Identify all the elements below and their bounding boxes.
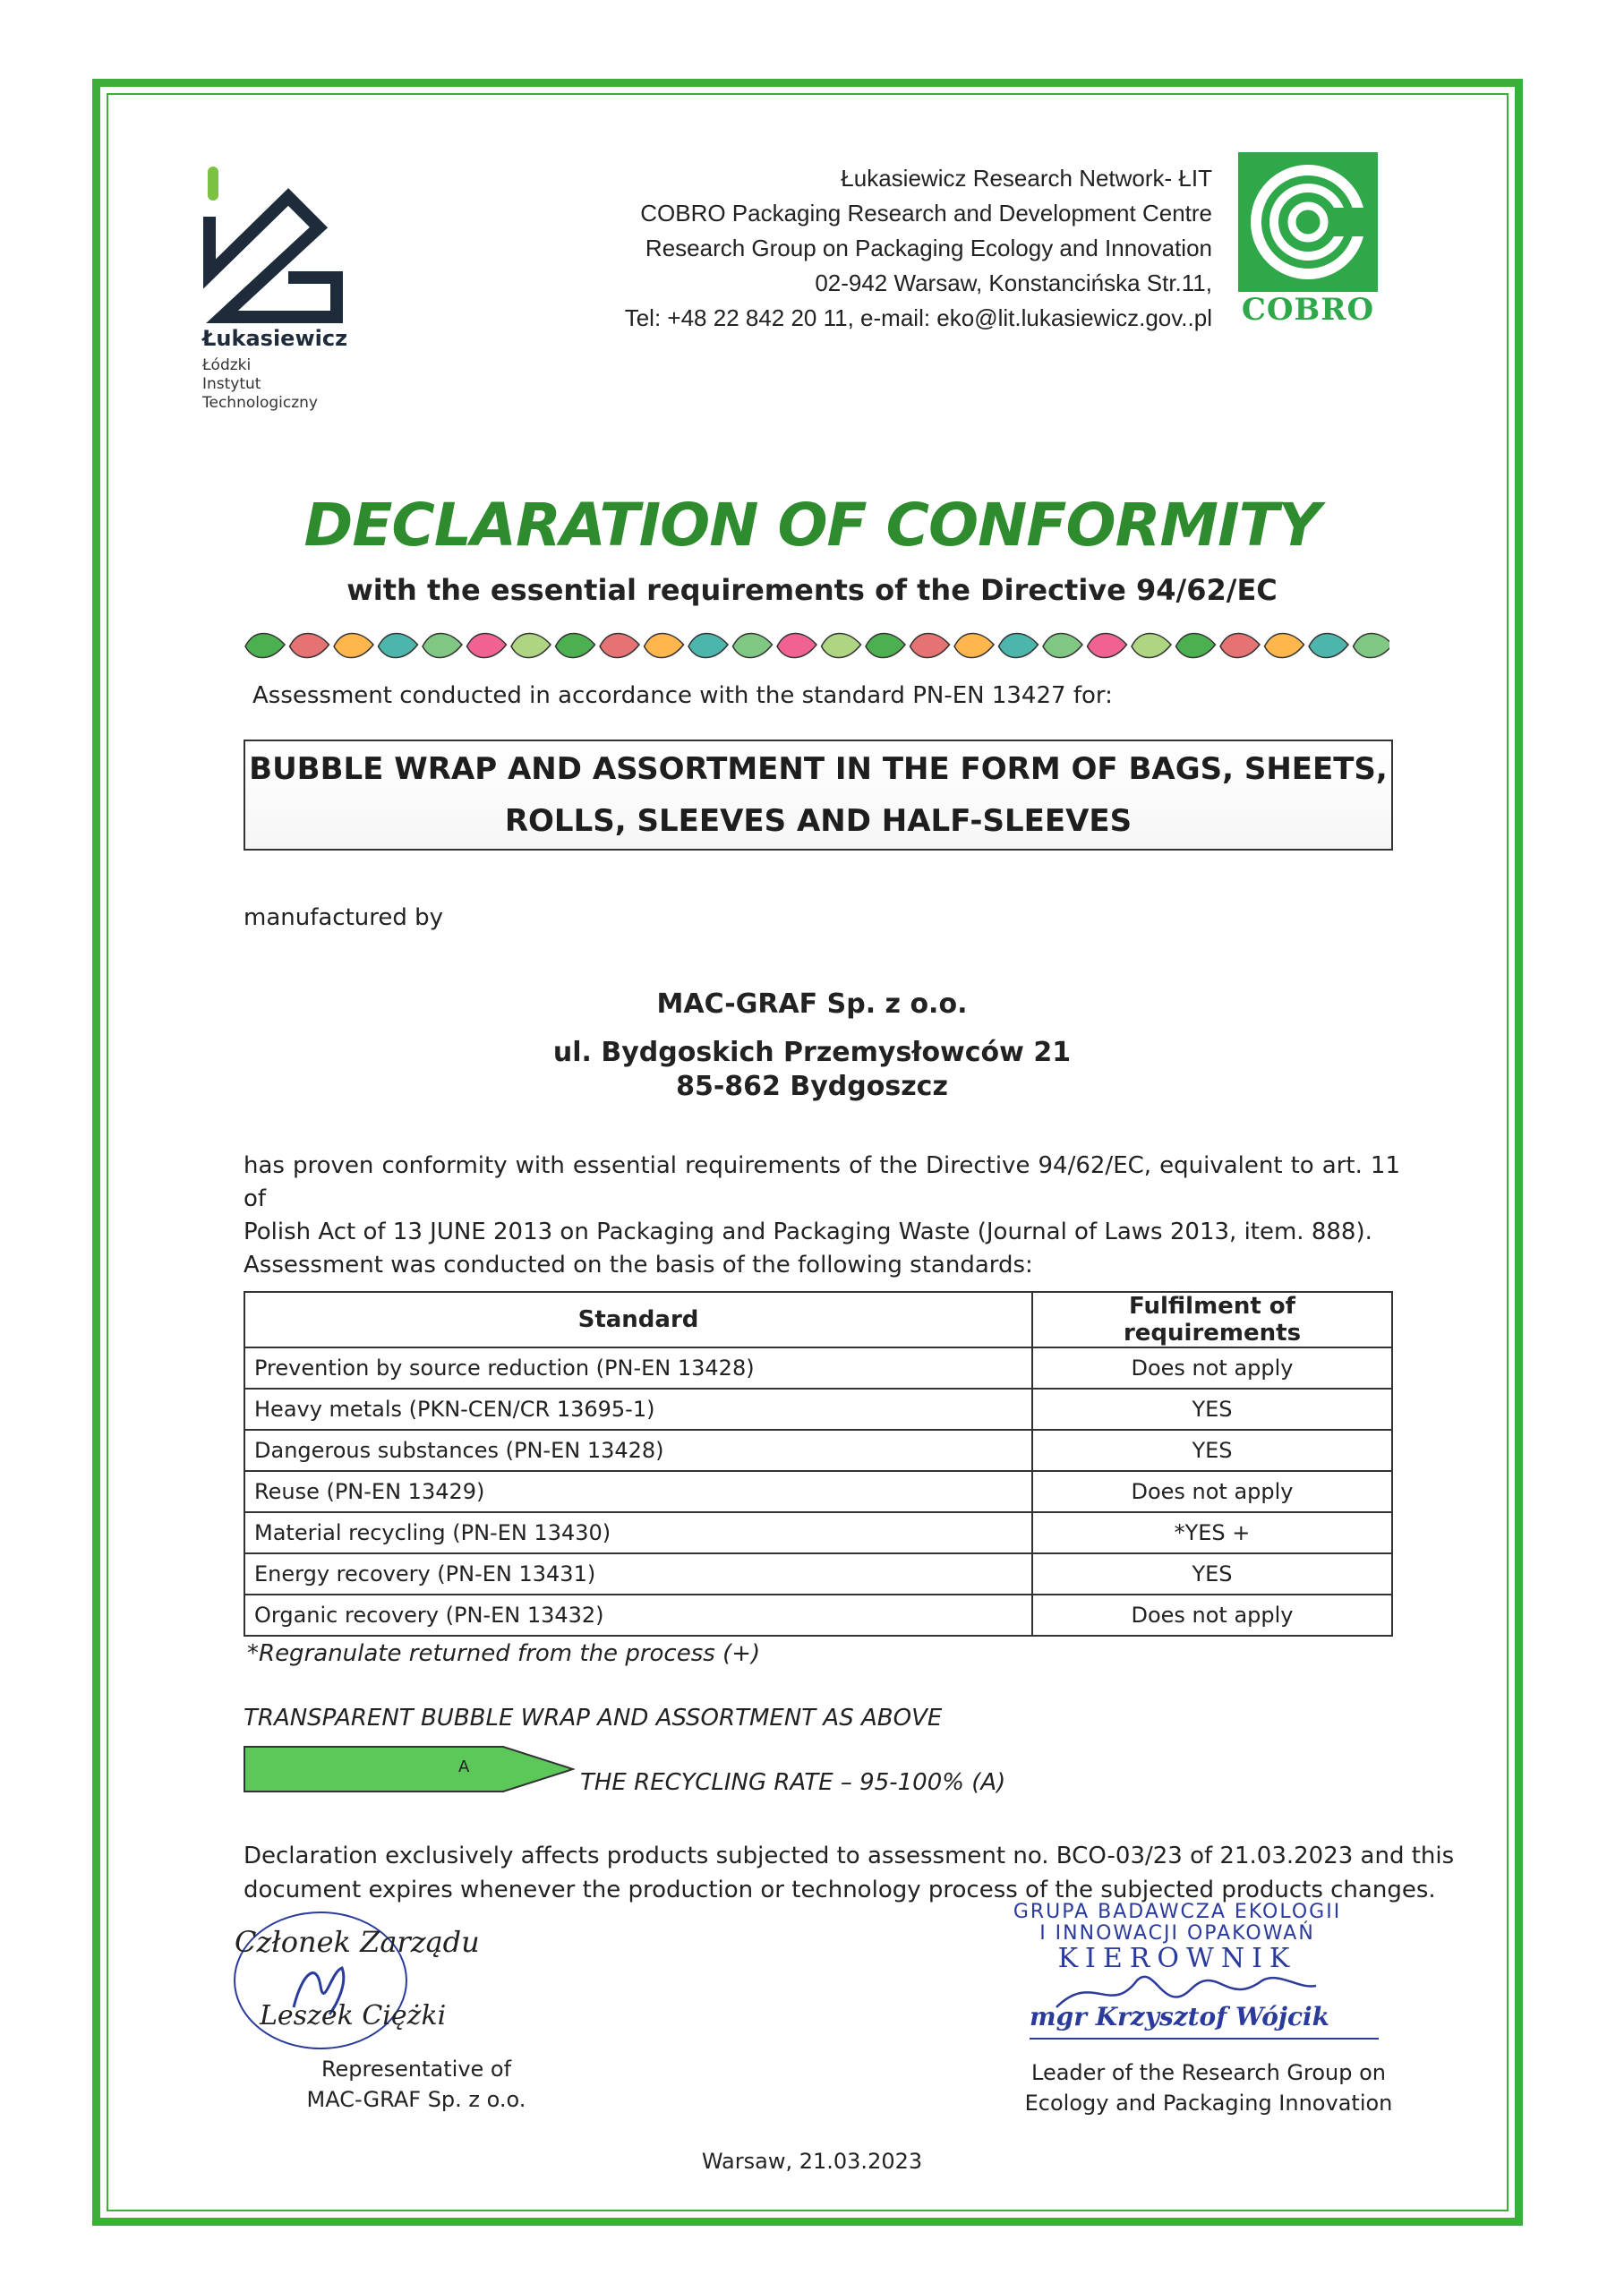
- manufacturer-name: MAC-GRAF Sp. z o.o.: [656, 988, 968, 1020]
- cobro-label: COBRO: [1241, 292, 1375, 328]
- table-row: Heavy metals (PKN-CEN/CR 13695-1) YES: [244, 1389, 1392, 1430]
- standards-table: [244, 1291, 1393, 1637]
- table-row: Material recycling (PN-EN 13430) *YES +: [244, 1512, 1392, 1553]
- document-subtitle: with the essential requirements of the Directive 94/62/EC: [346, 573, 1278, 607]
- header-line: Research Group on Packaging Ecology and Innovation: [645, 235, 1212, 261]
- product-line: BUBBLE WRAP AND ASSORTMENT IN THE FORM OF BAGS, SHEETS,: [249, 751, 1388, 787]
- logo-brand: Łukasiewicz: [202, 326, 348, 351]
- recycling-arrow-letter: A: [458, 1757, 470, 1776]
- signature-underline: [1030, 2038, 1379, 2040]
- table-row: Prevention by source reduction (PN-EN 13428) Does not apply: [244, 1347, 1392, 1389]
- left-signature-name: Leszek Ciężki: [260, 2000, 447, 2031]
- assessment-intro: Assessment conducted in accordance with the standard PN-EN 13427 for:: [252, 682, 1113, 709]
- header-line: 02-942 Warsaw, Konstancińska Str.11,: [815, 269, 1212, 296]
- product-line: ROLLS, SLEEVES AND HALF-SLEEVES: [504, 803, 1133, 839]
- research-group-stamp: [985, 1902, 1370, 1945]
- lukasiewicz-logo: [202, 167, 363, 328]
- table-footnote: *Regranulate returned from the process (+): [247, 1640, 761, 1667]
- recycling-arrow: [244, 1746, 575, 1792]
- stamp-line: I INNOWACJI OPAKOWAŃ: [1039, 1922, 1315, 1945]
- header-address: [625, 161, 1212, 336]
- product-box: [244, 740, 1393, 851]
- table-row: Reuse (PN-EN 13429) Does not apply: [244, 1471, 1392, 1512]
- recycling-rate: THE RECYCLING RATE – 95-100% (A): [580, 1769, 1006, 1796]
- right-signature-name: mgr Krzysztof Wójcik: [1030, 2002, 1330, 2031]
- table-row: Energy recovery (PN-EN 13431) YES: [244, 1553, 1392, 1595]
- header-line: Łukasiewicz Research Network- ŁIT: [841, 165, 1212, 192]
- leaf-ribbon-ornament: [235, 625, 1389, 668]
- header-line: Tel: +48 22 842 20 11, e-mail: eko@lit.lukasiewicz.gov..pl: [624, 304, 1212, 331]
- conformity-paragraph: has proven conformity with essential requirements of the Directive 94/62/EC, equivalent to art. 11 of Polish Act of 13 JUNE 2013 on Packaging and Packaging Waste (Journal of Laws 2013, item. 888). Assessment was conducted on the basis of the following standards:: [244, 1152, 1400, 1279]
- logo-subtitle: Łódzki Instytut Technologiczny: [202, 356, 318, 412]
- table-header-fulfilment: Fulfilment of requirements: [1032, 1292, 1392, 1347]
- header-line: COBRO Packaging Research and Development Centre: [640, 200, 1212, 227]
- table-row: Organic recovery (PN-EN 13432) Does not apply: [244, 1595, 1392, 1636]
- place-and-date: Warsaw, 21.03.2023: [701, 2149, 923, 2174]
- manufacturer-street: ul. Bydgoskich Przemysłowców 21: [552, 1037, 1072, 1068]
- manufactured-by-label: manufactured by: [244, 904, 444, 931]
- manufacturer-city: 85-862 Bydgoszcz: [676, 1071, 948, 1102]
- right-signature-caption: Leader of the Research Group on Ecology and Packaging Innovation: [1024, 2060, 1393, 2116]
- left-signature-caption: Representative of MAC-GRAF Sp. z o.o.: [306, 2057, 526, 2112]
- transparent-label: TRANSPARENT BUBBLE WRAP AND ASSORTMENT AS ABOVE: [244, 1705, 943, 1732]
- stamp-title: KIEROWNIK: [1057, 1943, 1297, 1974]
- declaration-text: Declaration exclusively affects products subjected to assessment no. BCO-03/23 of 21.03.2023 and this document expires whenever the production or technology process of the subjected products changes.: [244, 1843, 1455, 1903]
- left-signature-role: Członek Zarządu: [235, 1925, 480, 1959]
- table-row: Dangerous substances (PN-EN 13428) YES: [244, 1430, 1392, 1471]
- document-title: DECLARATION OF CONFORMITY: [303, 491, 1321, 560]
- table-header-standard: Standard: [244, 1292, 1032, 1347]
- stamp-line: GRUPA BADAWCZA EKOLOGII: [1013, 1901, 1342, 1923]
- cobro-logo: [1238, 152, 1378, 292]
